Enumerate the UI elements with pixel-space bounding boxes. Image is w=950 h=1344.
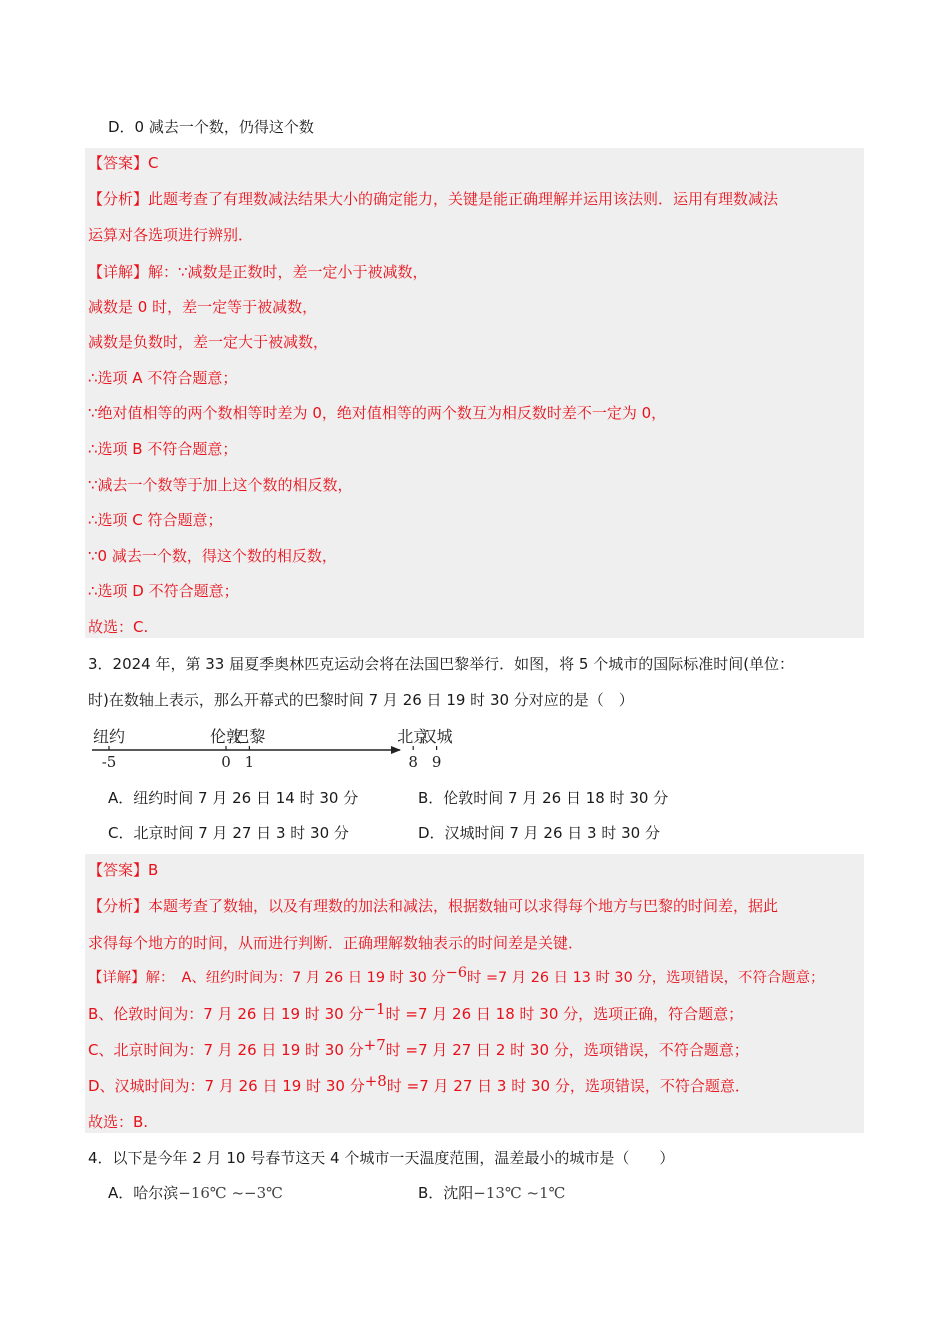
q3-detail-b: B、伦敦时间为：7 月 26 日 19 时 30 分−1时 =7 月 26 日 18 时 30 分，选项正确，符合题意； bbox=[88, 1000, 744, 1023]
number-line bbox=[88, 722, 453, 772]
q2-analysis-line1: 【分析】此题考查了有理数减法结果大小的确定能力，关键是能正确理解并运用该法则．运用有理数减法 bbox=[88, 190, 779, 208]
q3-stem-line1: 3．2024 年，第 33 届夏季奥林匹克运动会将在法国巴黎举行．如图，将 5 个城市的国际标准时间(单位： bbox=[88, 655, 795, 673]
number-line-value-label: -5 bbox=[101, 753, 117, 771]
q2-answer: 【答案】C bbox=[88, 154, 159, 172]
number-line-city-label: 北京 bbox=[397, 727, 430, 746]
q2-option-d: D．0 减去一个数，仍得这个数 bbox=[108, 118, 314, 136]
q2-detail-line1: 【详解】解：∵减数是正数时，差一定小于被减数， bbox=[88, 263, 428, 281]
q3-choose: 故选：B. bbox=[88, 1113, 149, 1131]
number-line-city-label: 汉城 bbox=[420, 727, 453, 746]
q4-option-b: B．沈阳−13℃ ~1℃ bbox=[418, 1184, 566, 1202]
q2-detail-line3: 减数是负数时，差一定大于被减数， bbox=[88, 333, 329, 351]
number-line-value-label: 9 bbox=[431, 753, 442, 771]
number-line-city-label: 巴黎 bbox=[233, 727, 266, 746]
q3-option-b: B．伦敦时间 7 月 26 日 18 时 30 分 bbox=[418, 789, 669, 807]
number-line-value-label: 0 bbox=[221, 753, 231, 771]
q3-detail-a: 【详解】解： A、纽约时间为：7 月 26 日 19 时 30 分−6时 =7 月 26 日 13 时 30 分，选项错误，不符合题意； bbox=[88, 965, 825, 986]
q2-detail-line5: ∵绝对值相等的两个数相等时差为 0，绝对值相等的两个数互为相反数时差不一定为 0， bbox=[88, 404, 667, 422]
number-line-value-label: 8 bbox=[408, 753, 418, 771]
q4-stem: 4．以下是今年 2 月 10 号春节这天 4 个城市一天温度范围，温差最小的城市是（ ） bbox=[88, 1149, 675, 1167]
q3-option-c: C．北京时间 7 月 27 日 3 时 30 分 bbox=[108, 824, 349, 842]
number-line-value-label: 1 bbox=[244, 753, 255, 771]
q3-detail-c: C、北京时间为：7 月 26 日 19 时 30 分+7时 =7 月 27 日 2 时 30 分，选项错误，不符合题意； bbox=[88, 1036, 749, 1059]
q3-stem-line2: 时)在数轴上表示，那么开幕式的巴黎时间 7 月 26 日 19 时 30 分对应的是（ ） bbox=[88, 691, 634, 709]
q3-detail-d: D、汉城时间为：7 月 26 日 19 时 30 分+8时 =7 月 27 日 3 时 30 分，选项错误，不符合题意． bbox=[88, 1072, 750, 1095]
number-line-city-label: 伦敦 bbox=[209, 727, 243, 746]
q2-detail-line6: ∴选项 B 不符合题意； bbox=[88, 440, 238, 458]
q3-option-a: A．纽约时间 7 月 26 日 14 时 30 分 bbox=[108, 789, 359, 807]
q3-option-d: D．汉城时间 7 月 26 日 3 时 30 分 bbox=[418, 824, 660, 842]
q4-option-a: A．哈尔滨−16℃ ~−3℃ bbox=[108, 1184, 283, 1202]
q2-detail-line2: 减数是 0 时，差一定等于被减数， bbox=[88, 298, 318, 316]
q3-answer: 【答案】B bbox=[88, 861, 159, 879]
q2-detail-line10: ∴选项 D 不符合题意； bbox=[88, 582, 239, 600]
q3-analysis-line2: 求得每个地方的时间，从而进行判断．正确理解数轴表示的时间差是关键． bbox=[88, 934, 584, 952]
q2-detail-line7: ∵减去一个数等于加上这个数的相反数， bbox=[88, 476, 353, 494]
q2-analysis-line2: 运算对各选项进行辨别． bbox=[88, 226, 254, 244]
q2-detail-line4: ∴选项 A 不符合题意； bbox=[88, 369, 238, 387]
q2-choose: 故选：C. bbox=[88, 618, 149, 636]
q3-analysis-line1: 【分析】本题考查了数轴，以及有理数的加法和减法，根据数轴可以求得每个地方与巴黎的时间差，据此 bbox=[88, 897, 779, 915]
q2-detail-line9: ∵0 减去一个数，得这个数的相反数， bbox=[88, 547, 337, 565]
q2-detail-line8: ∴选项 C 符合题意； bbox=[88, 511, 223, 529]
number-line-city-label: 纽约 bbox=[92, 727, 126, 746]
